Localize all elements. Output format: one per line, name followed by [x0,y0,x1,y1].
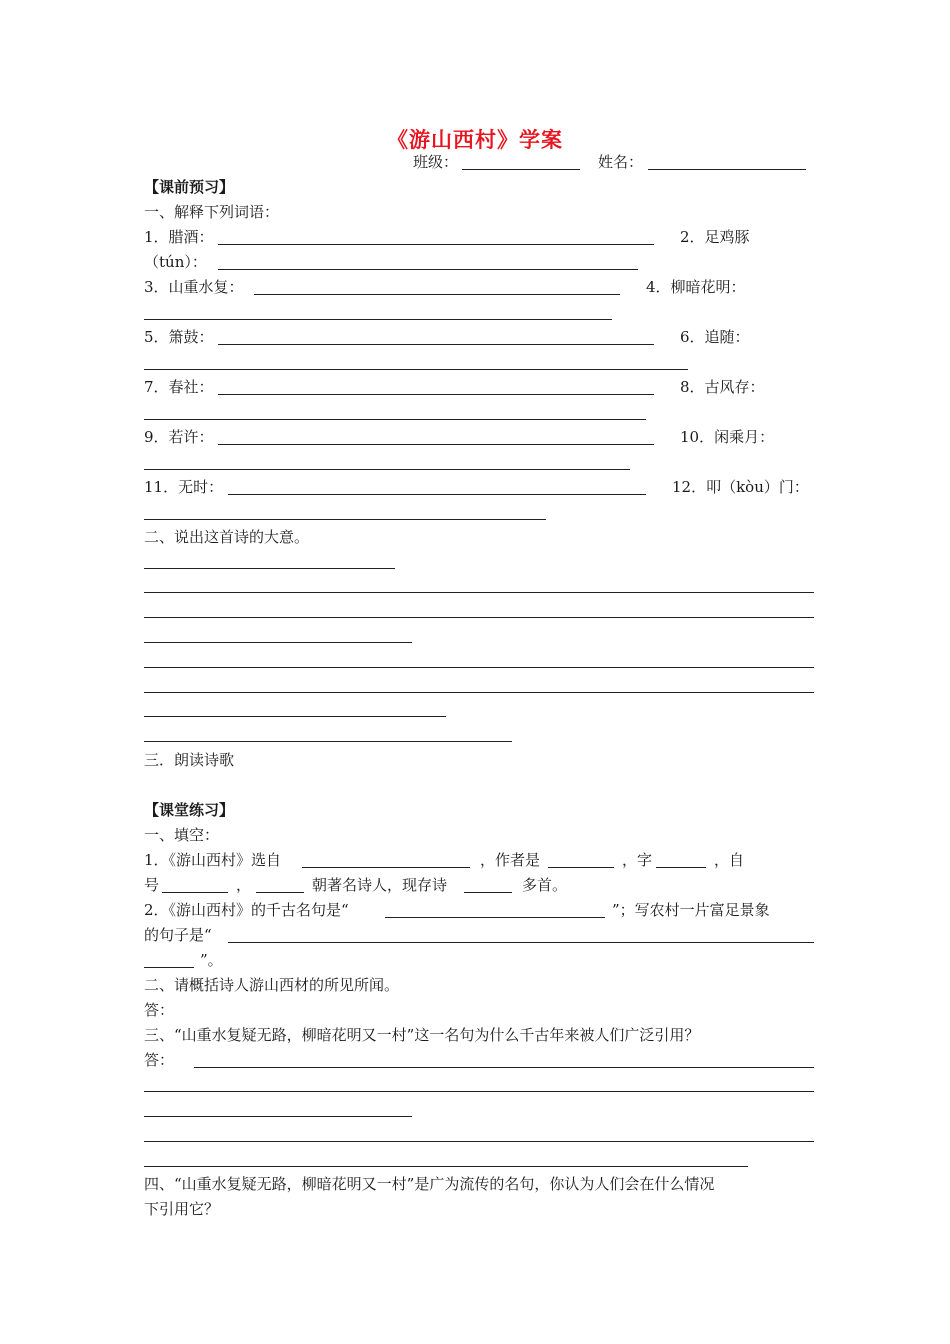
classwork-q1-title: 一、填空： [144,826,220,844]
word-2-label-cont: （tún）： [144,253,207,271]
fill-1-text-e: 号 [144,876,160,894]
fill-2-text-c: 的句子是“ [144,926,212,944]
q2-answer-line-5[interactable] [144,667,814,668]
fill-2-blank-abundance-line-cont[interactable] [144,967,194,968]
word-2-label: 2．足鸡豚 [680,228,750,246]
fill-1-blank-courtesy-name[interactable] [656,867,706,868]
word-6-answer-line[interactable] [144,369,688,370]
preview-q3-title: 三．朗读诗歌 [144,751,235,769]
word-5-answer-line[interactable] [218,344,654,345]
section-preview-heading: 【课前预习】 [144,178,235,196]
page-title: 《游山西村》学案 [387,127,563,152]
fill-1-blank-poem-count[interactable] [464,892,512,893]
q2-answer-line-2[interactable] [144,592,814,593]
fill-2-blank-famous-line[interactable] [385,917,605,918]
fill-2-blank-abundance-line[interactable] [228,942,814,943]
fill-1-text-h: 多首。 [522,876,568,894]
word-11-answer-line[interactable] [228,494,646,495]
fill-1-blank-author[interactable] [548,867,614,868]
word-6-label: 6．追随： [680,328,750,346]
fill-2-text-a: 2．《游山西村》的千古名句是“ [144,901,349,919]
classwork-q4-title-line2: 下引用它？ [144,1200,220,1218]
preview-q2-title: 二、说出这首诗的大意。 [144,528,310,546]
name-field[interactable] [648,169,806,170]
fill-1-text-d: ，自 [714,851,745,869]
word-10-answer-line[interactable] [144,469,630,470]
word-2-answer-line[interactable] [218,269,638,270]
classwork-q2-answer-label: 答： [144,1001,175,1019]
fill-1-blank-dynasty[interactable] [256,892,304,893]
word-12-label: 12．叩（kòu）门： [672,478,809,496]
classwork-q3-answer-label: 答： [144,1051,175,1069]
fill-2-text-b: ”；写农村一片富足景象 [612,901,770,919]
q2-answer-line-1[interactable] [144,568,395,569]
q3-answer-line-4[interactable] [144,1141,814,1142]
word-10-label: 10．闲乘月： [680,428,775,446]
classwork-q2-title: 二、请概括诗人游山西材的所见所闻。 [144,976,400,994]
q2-answer-line-6[interactable] [144,692,814,693]
fill-1-text-a: 1．《游山西村》选自 [144,851,282,869]
q3-answer-line-2[interactable] [144,1091,814,1092]
word-3-answer-line[interactable] [254,294,620,295]
q2-answer-line-7[interactable] [144,716,446,717]
classwork-q4-title-line1: 四、“山重水复疑无路，柳暗花明又一村”是广为流传的名句，你认为人们会在什么情况 [144,1175,715,1193]
word-12-answer-line[interactable] [144,519,546,520]
fill-1-text-g: 朝著名诗人，现存诗 [312,876,448,894]
word-7-label: 7．春社： [144,378,214,396]
name-label: 姓名： [598,153,644,171]
fill-1-blank-pen-name[interactable] [162,892,228,893]
fill-2-text-d: ”。 [200,951,223,969]
q3-answer-line-3[interactable] [144,1116,412,1117]
section-classwork-heading: 【课堂练习】 [144,801,235,819]
word-9-answer-line[interactable] [218,444,654,445]
q3-answer-line-1[interactable] [194,1067,814,1068]
word-1-label: 1．腊酒： [144,228,214,246]
word-9-label: 9．若许： [144,428,214,446]
preview-q1-title: 一、解释下列词语： [144,203,280,221]
word-5-label: 5．箫鼓： [144,328,214,346]
q2-answer-line-4[interactable] [144,642,412,643]
word-8-answer-line[interactable] [144,419,646,420]
fill-1-text-f: ， [236,876,252,894]
word-7-answer-line[interactable] [218,394,654,395]
fill-1-text-c: ，字 [622,851,653,869]
classwork-q3-title: 三、“山重水复疑无路，柳暗花明又一村”这一名句为什么千古年来被人们广泛引用？ [144,1026,700,1044]
class-field[interactable] [462,169,580,170]
class-label: 班级： [413,153,459,171]
word-8-label: 8．古风存： [680,378,765,396]
word-3-label: 3．山重水复： [144,278,244,296]
fill-1-blank-source[interactable] [302,867,470,868]
q2-answer-line-8[interactable] [144,741,512,742]
word-4-label: 4．柳暗花明： [646,278,746,296]
q3-answer-line-5[interactable] [144,1166,748,1167]
word-1-answer-line[interactable] [218,244,654,245]
fill-1-text-b: ，作者是 [480,851,541,869]
word-11-label: 11．无时： [144,478,224,496]
word-4-answer-line[interactable] [144,319,612,320]
q2-answer-line-3[interactable] [144,617,814,618]
